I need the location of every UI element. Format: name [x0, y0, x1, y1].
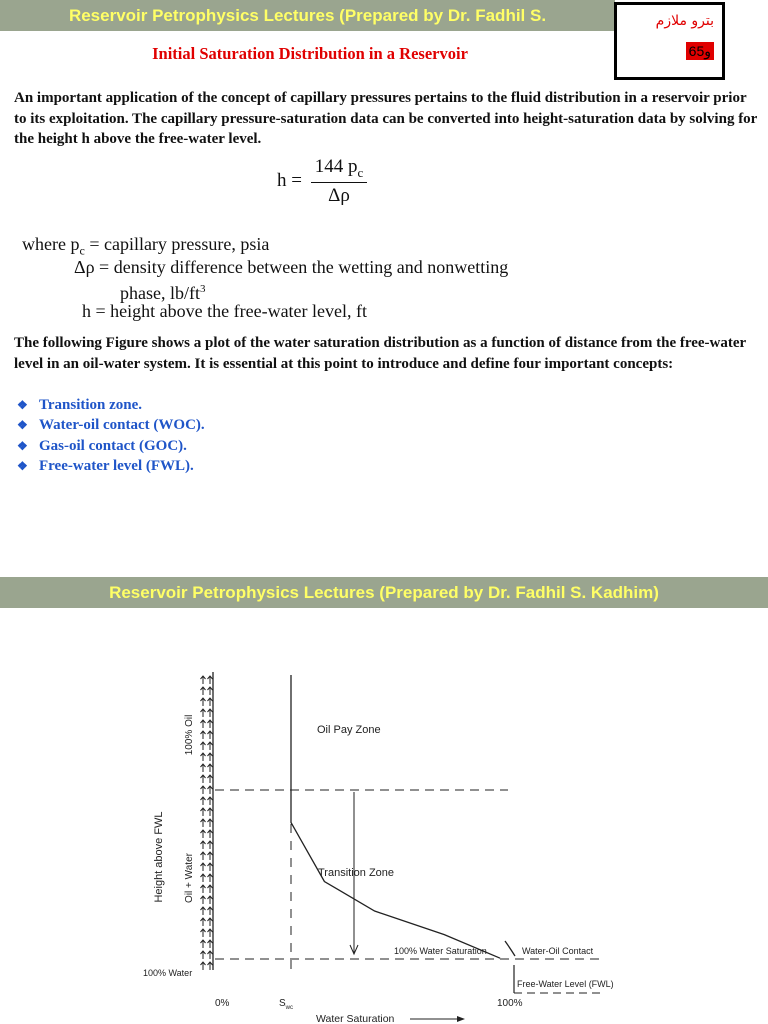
y-annotation-oil-water: Oil + Water	[184, 853, 195, 903]
y-axis-arrow-mark	[208, 830, 213, 838]
diamond-bullet-icon: ❖	[17, 459, 28, 474]
y-axis-arrow-mark	[201, 753, 206, 761]
y-axis-arrow-mark	[208, 720, 213, 728]
fraction-bar	[311, 182, 367, 184]
x-tick-0: 0%	[215, 998, 230, 1009]
y-axis-arrow-mark	[201, 775, 206, 783]
y-axis-arrow-mark	[201, 962, 206, 970]
figure-intro-paragraph: The following Figure shows a plot of the water saturation distribution as a function of distance from the free-water level in an oil-water system. It is essential at this point to introduce and define four important concepts:	[14, 335, 746, 372]
definition-h: h = height above the free-water level, ft	[82, 301, 368, 321]
y-axis-arrow-mark	[201, 896, 206, 904]
y-axis-arrow-mark	[208, 742, 213, 750]
oil-pay-zone-label: Oil Pay Zone	[317, 724, 381, 736]
intro-paragraph: An important application of the concept of capillary pressures pertains to the fluid distribution in a reservoir prior to its exploitation. The capillary pressure-saturation data can be converted into height-saturation data by solving for the height h above the free-water level.	[14, 90, 758, 147]
x-tick-100: 100%	[497, 998, 523, 1009]
y-axis-arrow-mark	[201, 940, 206, 948]
stamp-arabic-text: بترو ملازم	[655, 13, 714, 29]
y-axis-arrow-mark	[208, 940, 213, 948]
equation-fraction	[311, 156, 367, 207]
y-axis-arrow-mark	[201, 808, 206, 816]
y-axis-arrow-mark	[201, 951, 206, 959]
equation-numerator	[311, 156, 367, 181]
y-axis-arrow-mark	[208, 698, 213, 706]
diamond-bullet-icon: ❖	[17, 418, 28, 433]
pc-prefix: where p	[22, 234, 80, 254]
y-axis-arrow-mark	[208, 676, 213, 684]
stamp-badge: 6و5	[686, 42, 714, 60]
y-axis-arrow-mark	[201, 742, 206, 750]
x-tick-swc	[279, 998, 293, 1011]
y-axis-arrow-mark	[208, 852, 213, 860]
transition-zone-label: Transition Zone	[318, 867, 395, 879]
y-axis-arrow-mark	[208, 929, 213, 937]
y-axis-arrow-mark	[208, 896, 213, 904]
saturation-curve	[291, 675, 500, 958]
y-axis-arrow-mark	[201, 874, 206, 882]
y-axis-arrow-mark	[208, 687, 213, 695]
y-axis-arrow-mark	[208, 874, 213, 882]
list-item	[17, 436, 205, 457]
section-title	[0, 44, 768, 64]
y-axis-arrow-mark	[208, 962, 213, 970]
y-axis-arrow-mark	[201, 830, 206, 838]
equation-denominator: Δρ	[328, 185, 350, 207]
y-axis-arrow-mark	[201, 676, 206, 684]
y-axis-arrow-mark	[208, 907, 213, 915]
y-axis-arrow-mark	[208, 885, 213, 893]
pc-subscript: c	[79, 243, 85, 258]
woc-label: Water-Oil Contact	[522, 946, 594, 956]
x-tick-swc-text: S	[279, 998, 286, 1009]
water-saturation-label: 100% Water Saturation	[394, 946, 487, 956]
definition-drho: Δρ = density difference between the wetting and nonwetting	[74, 257, 509, 277]
y-axis-arrow-mark	[201, 929, 206, 937]
list-item-text: Gas-oil contact (GOC).	[39, 437, 187, 454]
y-axis-arrow-mark	[201, 720, 206, 728]
y-axis-arrow-mark	[201, 819, 206, 827]
y-axis-arrow-mark	[208, 753, 213, 761]
x-axis-label: Water Saturation	[316, 1013, 395, 1024]
y-axis-arrow-mark	[208, 764, 213, 772]
y-axis-arrow-mark	[201, 709, 206, 717]
y-axis-arrow-mark	[201, 731, 206, 739]
y-axis-arrow-mark	[201, 852, 206, 860]
fwl-label: Free-Water Level (FWL)	[517, 979, 614, 989]
y-annotation-water: 100% Water	[143, 968, 193, 978]
y-axis-arrow-mark	[201, 885, 206, 893]
x-axis-arrow-head	[457, 1016, 465, 1022]
y-axis-arrow-mark	[208, 808, 213, 816]
y-axis-arrow-mark	[201, 797, 206, 805]
y-axis-arrow-mark	[208, 775, 213, 783]
x-tick-swc-sub: wc	[285, 1005, 294, 1011]
diamond-bullet-icon: ❖	[17, 438, 28, 453]
y-annotation-oil: 100% Oil	[184, 714, 195, 756]
numerator-text: 144 p	[314, 156, 358, 177]
equation-lhs: h =	[277, 170, 302, 191]
y-axis-arrow-mark	[201, 841, 206, 849]
y-axis-arrow-mark	[201, 786, 206, 794]
y-axis-arrow-mark	[201, 863, 206, 871]
y-axis-arrow-mark	[208, 951, 213, 959]
drho-superscript: 3	[199, 283, 206, 295]
y-axis-arrow-stack	[201, 676, 213, 970]
numerator-subscript: c	[357, 164, 364, 180]
y-axis-arrow-mark	[201, 764, 206, 772]
section-title-text: Initial Saturation Distribution in a Reservoir	[152, 44, 468, 63]
saturation-distribution-chart	[0, 640, 768, 1024]
y-axis-arrow-mark	[201, 687, 206, 695]
concept-list	[17, 395, 205, 477]
list-item	[17, 457, 205, 478]
y-axis-arrow-mark	[201, 907, 206, 915]
y-axis-arrow-mark	[208, 797, 213, 805]
list-item	[17, 395, 205, 416]
y-axis-label: Height above FWL	[153, 811, 165, 903]
y-axis-arrow-mark	[208, 786, 213, 794]
list-item-text: Free-water level (FWL).	[39, 458, 194, 475]
publisher-stamp	[614, 2, 725, 80]
pc-text: = capillary pressure, psia	[84, 234, 270, 254]
y-axis-arrow-mark	[208, 863, 213, 871]
diamond-bullet-icon: ❖	[17, 397, 28, 412]
list-item-text: Transition zone.	[39, 396, 143, 413]
list-item-text: Water-oil contact (WOC).	[39, 417, 205, 434]
drho-line2: phase, lb/ft	[120, 283, 200, 303]
woc-curve-tick	[505, 941, 515, 956]
y-axis-arrow-mark	[208, 819, 213, 827]
y-axis-arrow-mark	[208, 731, 213, 739]
y-axis-arrow-mark	[201, 698, 206, 706]
y-axis-arrow-mark	[208, 918, 213, 926]
y-axis-arrow-mark	[208, 709, 213, 717]
lecture-banner-bottom: Reservoir Petrophysics Lectures (Prepared by Dr. Fadhil S. Kadhim)	[0, 577, 768, 608]
y-axis-arrow-mark	[201, 918, 206, 926]
y-axis-arrow-mark	[208, 841, 213, 849]
lecture-banner-top: Reservoir Petrophysics Lectures (Prepared by Dr. Fadhil S.	[0, 0, 615, 31]
list-item	[17, 416, 205, 437]
